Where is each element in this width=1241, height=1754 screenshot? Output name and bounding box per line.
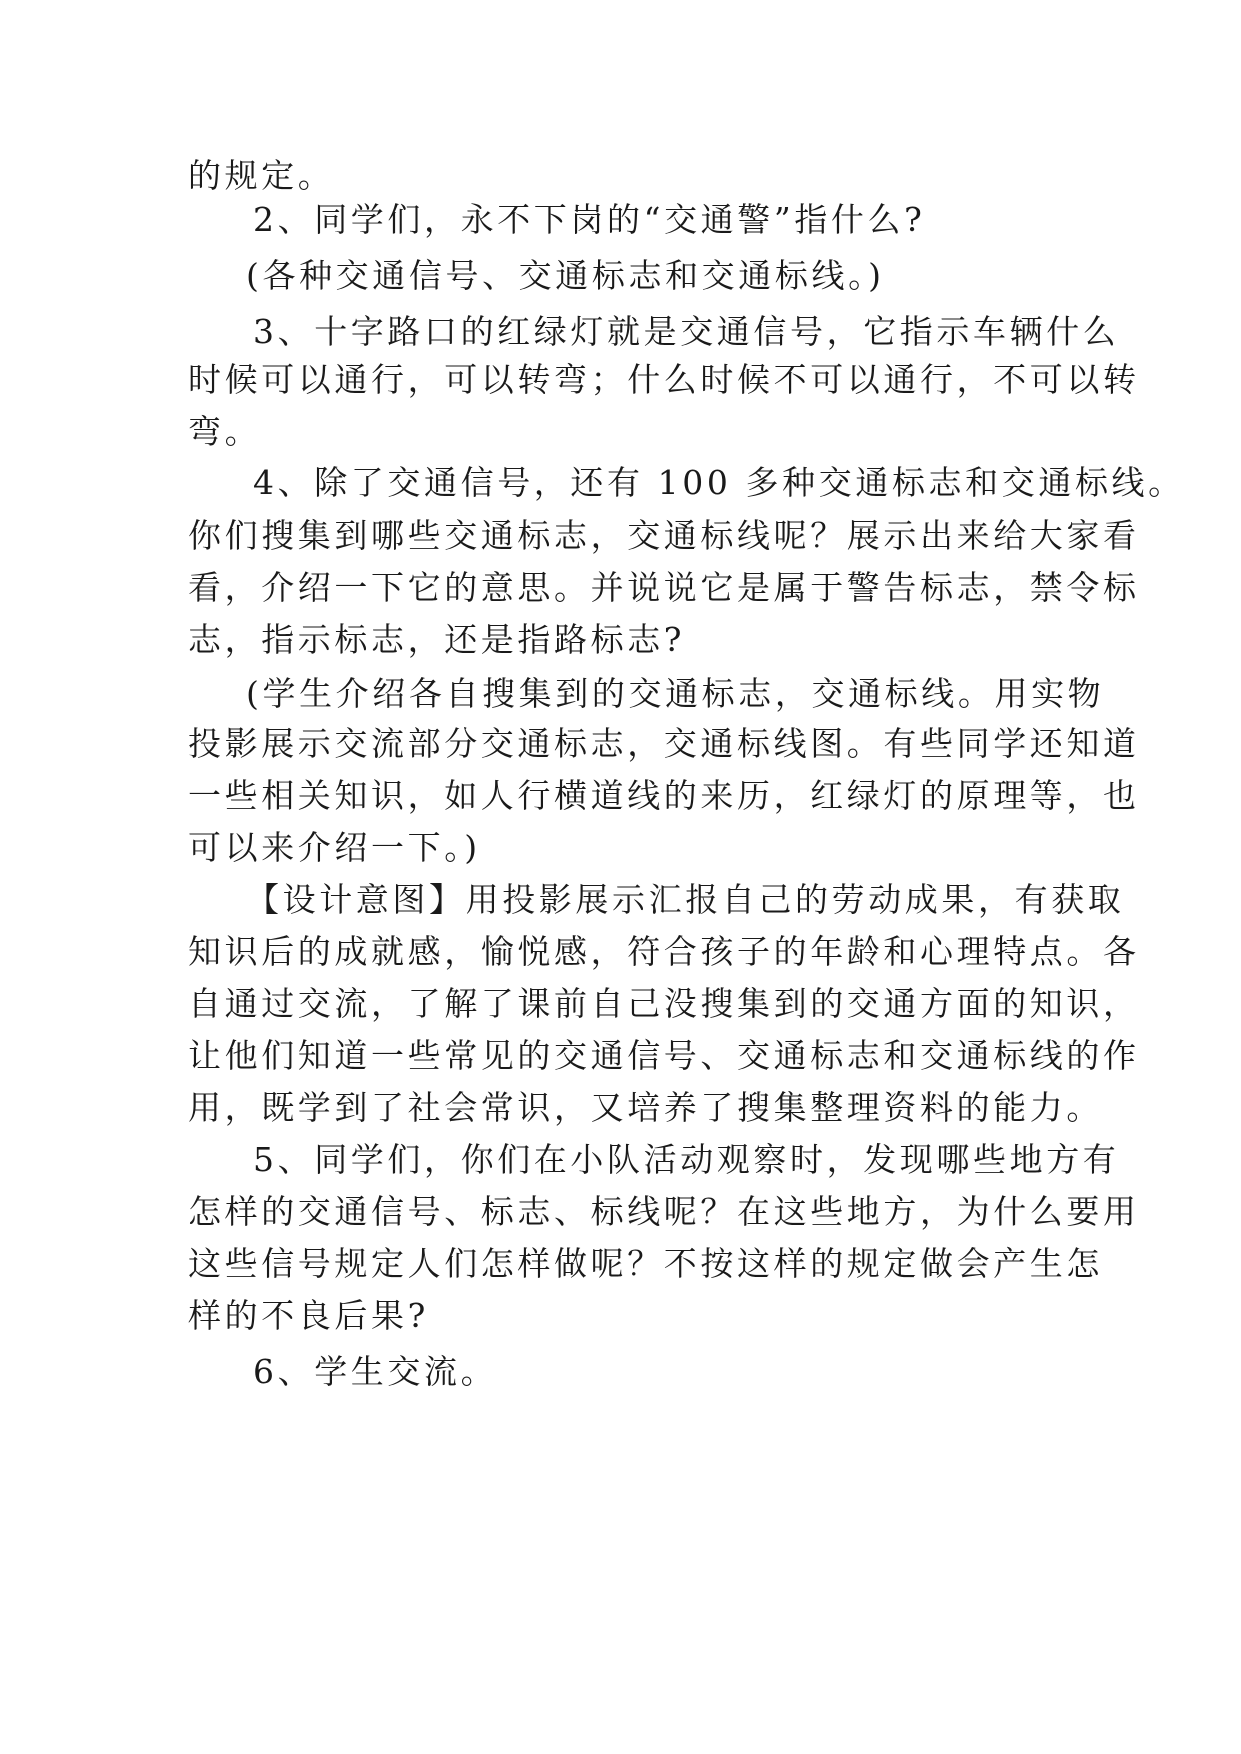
text-line: 让他们知道一些常见的交通信号、交通标志和交通标线的作 — [188, 1036, 1140, 1075]
text-line: (学生介绍各自搜集到的交通标志，交通标线。用实物 — [246, 674, 1105, 713]
text-line: 看，介绍一下它的意思。并说说它是属于警告标志，禁令标 — [188, 568, 1140, 607]
text-line: 知识后的成就感，愉悦感，符合孩子的年龄和心理特点。各 — [188, 932, 1140, 971]
text-line: 你们搜集到哪些交通标志，交通标线呢？展示出来给大家看 — [188, 516, 1140, 555]
text-line: 用，既学到了社会常识，又培养了搜集整理资料的能力。 — [188, 1088, 1103, 1127]
text-line: 弯。 — [188, 412, 262, 451]
text-line: (各种交通信号、交通标志和交通标线。) — [246, 256, 885, 295]
text-line: 2、同学们，永不下岗的“交通警”指什么? — [253, 200, 926, 239]
text-line: 志，指示标志，还是指路标志? — [188, 620, 686, 659]
text-line: 投影展示交流部分交通标志，交通标线图。有些同学还知道 — [188, 724, 1140, 763]
text-line: 时候可以通行，可以转弯；什么时候不可以通行，不可以转 — [188, 360, 1140, 399]
text-line: 3、十字路口的红绿灯就是交通信号，它指示车辆什么 — [253, 312, 1120, 351]
text-line: 自通过交流，了解了课前自己没搜集到的交通方面的知识， — [188, 984, 1140, 1023]
text-line: 这些信号规定人们怎样做呢？不按这样的规定做会产生怎 — [188, 1244, 1103, 1283]
text-line: 一些相关知识，如人行横道线的来历，红绿灯的原理等，也 — [188, 776, 1140, 815]
text-line: 可以来介绍一下。) — [188, 828, 481, 867]
text-line: 4、除了交通信号，还有 100 多种交通标志和交通标线。 — [253, 463, 1185, 502]
text-line: 怎样的交通信号、标志、标线呢？在这些地方，为什么要用 — [188, 1192, 1140, 1231]
text-line: 【设计意图】用投影展示汇报自己的劳动成果，有获取 — [246, 880, 1125, 919]
text-line: 的规定。 — [188, 156, 335, 195]
text-line: 5、同学们，你们在小队活动观察时，发现哪些地方有 — [253, 1140, 1120, 1179]
text-line: 样的不良后果? — [188, 1296, 429, 1335]
text-line: 6、学生交流。 — [253, 1352, 498, 1391]
